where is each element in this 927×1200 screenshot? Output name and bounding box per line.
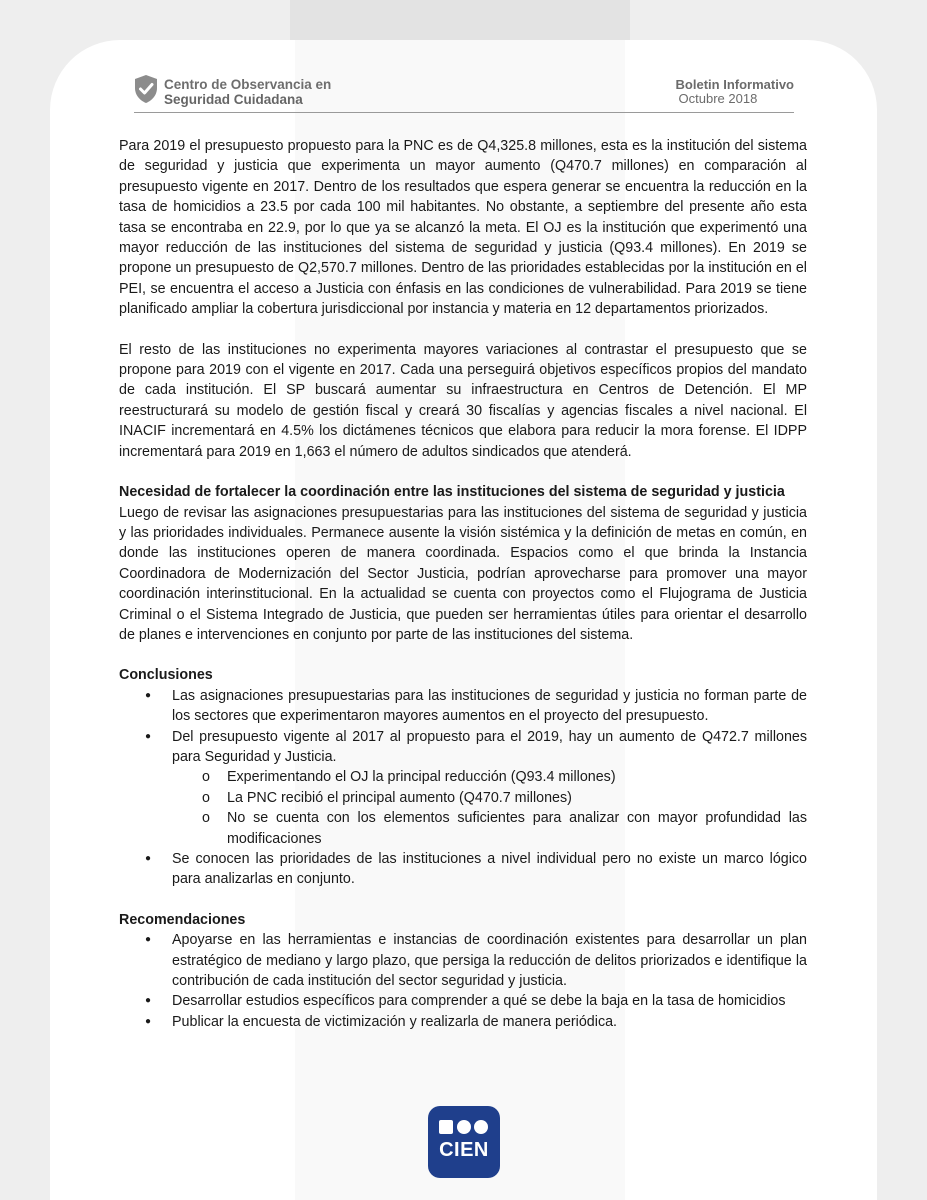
- paragraph-coordination: Luego de revisar las asignaciones presupuestarias para las instituciones del sistema de seguridad y justicia y las prioridades individuales. Permanece ausente la visión sistémica y la definición de metas en común, en donde las instituciones operen de manera coordinada. Espacios como el que brinda la Instancia Coordinadora de Modernización del Sector Justicia, podrían aprovecharse para promover una mayor coordinación interinstitucional. En la actualidad se cuenta con proyectos como el Flujograma de Justicia Criminal o el Sistema Integrado de Justicia, que pueden ser herramientas útiles para orientar el desarrollo de planes e intervenciones en conjunto por parte de las instituciones del sistema.: [119, 504, 807, 643]
- sub-list-item: o La PNC recibió el principal aumento (Q470.7 millones): [172, 788, 807, 808]
- bulletin-info: [676, 78, 794, 106]
- org-name-line2: Seguridad Cuidadana: [164, 92, 303, 107]
- shield-check-icon: [134, 74, 158, 104]
- document-body: [119, 136, 807, 1032]
- bulletin-date: Octubre 2018: [678, 91, 758, 106]
- logo-text: CIEN: [439, 1139, 489, 1161]
- document-page: [50, 40, 877, 1200]
- sub-list-item: o Experimentando el OJ la principal reducción (Q93.4 millones): [172, 767, 807, 787]
- list-item: ● Se conocen las prioridades de las instituciones a nivel individual pero no existe un marco lógico para analizarlas en conjunto.: [119, 849, 807, 890]
- sub-list: [172, 767, 807, 849]
- sub-list-item: o No se cuenta con los elementos suficientes para analizar con mayor profundidad las modificaciones: [172, 808, 807, 849]
- list-item: ● Del presupuesto vigente al 2017 al propuesto para el 2019, hay un aumento de Q472.7 millones para Seguridad y Justicia. o Experimentando el OJ la principal reducción (Q93.4 millones) o La PNC recibió el principal aumento (Q470.7 millones) o No se cuenta con los elementos suficientes para analizar con mayor profundidad las modificaciones: [119, 727, 807, 849]
- heading-coordination: Necesidad de fortalecer la coordinación entre las instituciones del sistema de seguridad y justicia: [119, 484, 785, 501]
- heading-recommendations: Recomendaciones: [119, 911, 246, 928]
- organization-name: [164, 77, 331, 107]
- list-item: ● Publicar la encuesta de victimización y realizarla de manera periódica.: [119, 1012, 807, 1032]
- page-header: [134, 68, 794, 113]
- bulletin-title: Boletin Informativo: [675, 77, 794, 92]
- list-item: ● Desarrollar estudios específicos para comprender a qué se debe la baja en la tasa de homicidios: [119, 991, 807, 1011]
- list-item: ● Las asignaciones presupuestarias para las instituciones de seguridad y justicia no forman parte de los sectores que experimentaron mayores aumentos en el proyecto del presupuesto.: [119, 686, 807, 727]
- org-name-line1: Centro de Observancia en: [164, 77, 332, 92]
- cien-logo: [428, 1106, 500, 1178]
- list-item: ● Apoyarse en las herramientas e instancias de coordinación existentes para desarrollar un plan estratégico de mediano y largo plazo, que persiga la reducción de delitos priorizados e identifique la contribución de cada institución del sector seguridad y justicia.: [119, 930, 807, 991]
- paragraph-other-institutions: El resto de las instituciones no experimenta mayores variaciones al contrastar el presupuesto que se propone para 2019 con el vigente en 2017. Cada una perseguirá objetivos específicos propios del mandato de cada institución. El SP buscará aumentar su infraestructura en Centros de Detención. El MP reestructurará su modelo de gestión fiscal y creará 30 fiscalías y agencias fiscales a nivel nacional. El INACIF incrementará en 4.5% los dictámenes técnicos que elabora para reducir la mora forense. El IDPP incrementará para 2019 en 1,663 el número de adultos sindicados que atenderá.: [119, 341, 807, 460]
- paragraph-pnc-budget: Para 2019 el presupuesto propuesto para la PNC es de Q4,325.8 millones, esta es la institución del sistema de seguridad y justicia que experimenta un mayor aumento (Q470.7 millones) en comparación al presupuesto vigente en 2017. Dentro de los resultados que espera generar se encuentra la reducción en la tasa de homicidios a 23.5 por cada 100 mil habitantes. No obstante, a septiembre del presente año esta tasa se encontraba en 22.9, por lo que ya se alcanzó la meta. El OJ es la institución que experimentó una mayor reducción de las instituciones del sistema de seguridad y justicia (Q93.4 millones). En 2019 se propone un presupuesto de Q2,570.7 millones. Dentro de las prioridades establecidas por la institución en el PEI, se encuentra el acceso a Justicia con énfasis en las condiciones de vulnerabilidad. Para 2019 se tiene planificado ampliar la cobertura jurisdiccional por instancia y materia en 12 departamentos priorizados.: [119, 138, 807, 318]
- heading-conclusions: Conclusiones: [119, 667, 213, 684]
- logo-dots-icon: [439, 1120, 489, 1134]
- conclusions-list: [119, 686, 807, 890]
- recommendations-list: [119, 930, 807, 1032]
